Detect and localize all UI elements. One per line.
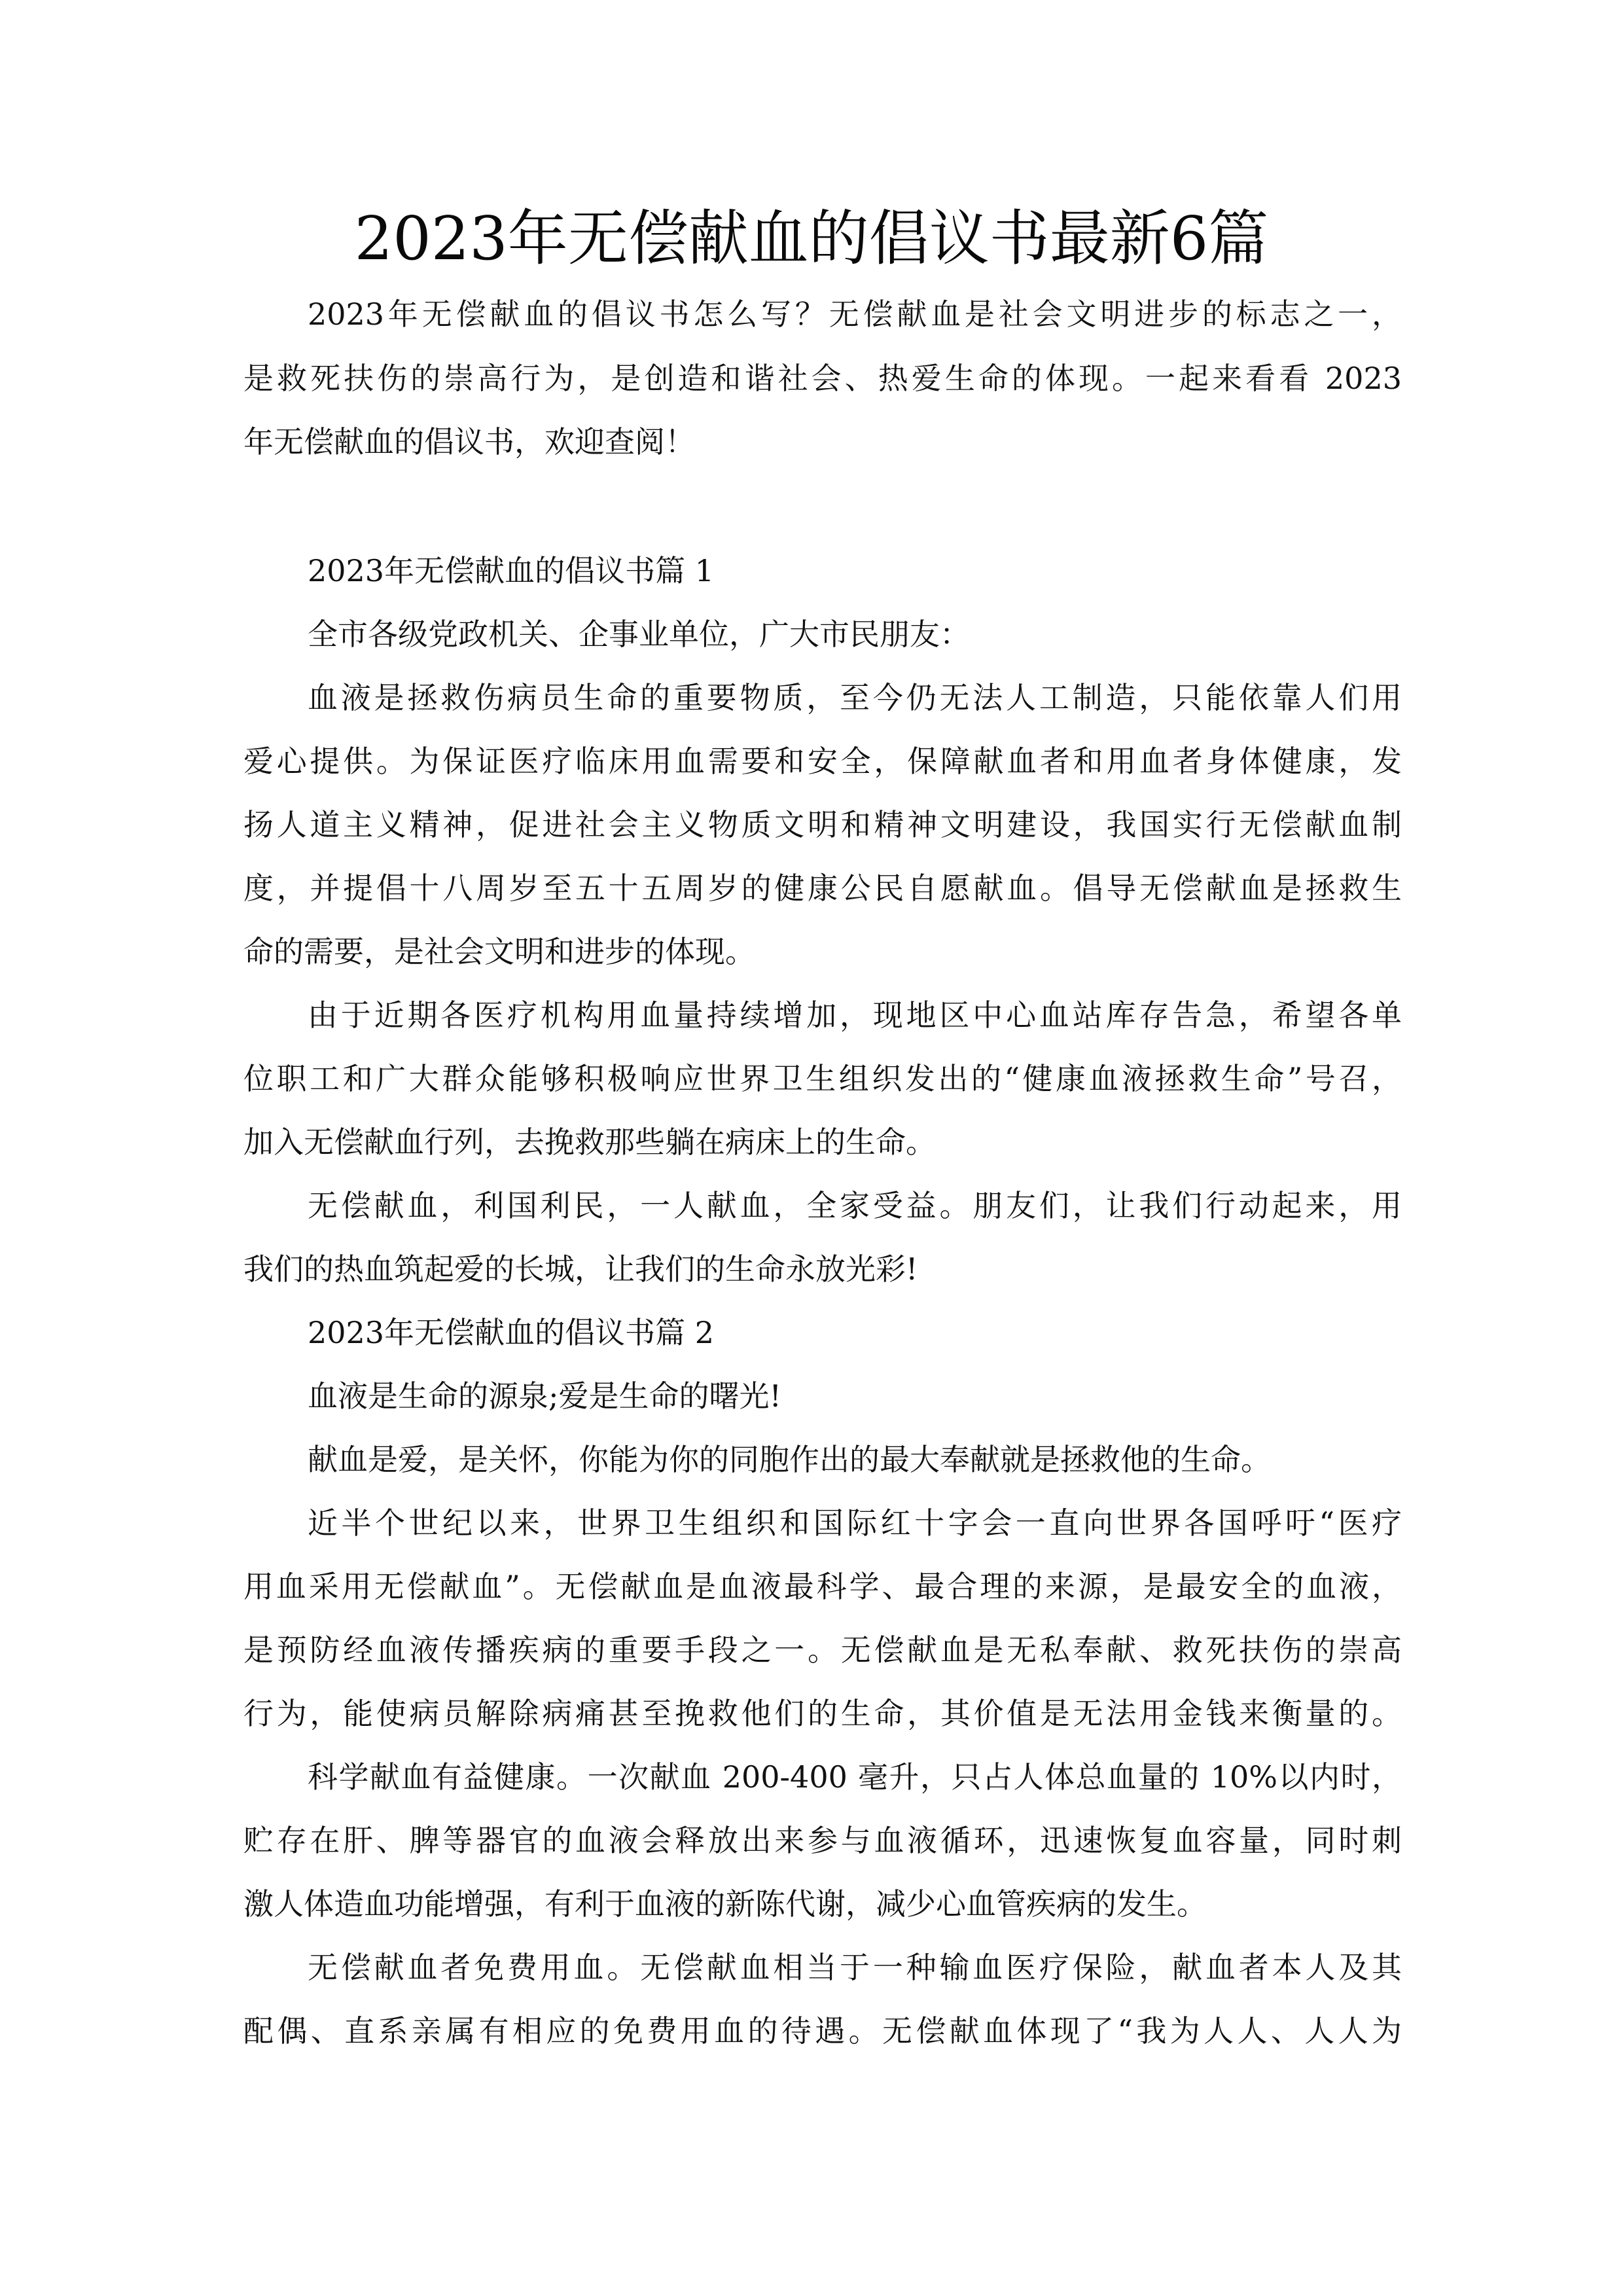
body-text-line: 加入无偿献血行列，去挽救那些躺在病床上的生命。: [243, 1124, 936, 1160]
body-text-line: 全市各级党政机关、企事业单位，广大市民朋友：: [308, 617, 970, 652]
body-text-line: 2023年无偿献血的倡议书怎么写？无偿献血是社会文明进步的标志之一，: [308, 296, 1402, 332]
body-text-line: 度，并提倡十八周岁至五十五周岁的健康公民自愿献血。倡导无偿献血是拯救生: [243, 870, 1402, 906]
body-text-line: 科学献血有益健康。一次献血 200-400 毫升，只占人体总血量的 10%以内时，: [308, 1759, 1402, 1795]
body-text-line: 2023年无偿献血的倡议书篇 1: [308, 553, 714, 588]
body-text-line: 命的需要，是社会文明和进步的体现。: [243, 934, 755, 969]
body-text-line: 配偶、直系亲属有相应的免费用血的待遇。无偿献血体现了“我为人人、人人为: [243, 2013, 1402, 2049]
body-text-line: 行为，能使病员解除病痛甚至挽救他们的生命，其价值是无法用金钱来衡量的。: [243, 1696, 1402, 1731]
body-text-line: 是救死扶伤的崇高行为，是创造和谐社会、热爱生命的体现。一起来看看 2023: [243, 361, 1402, 396]
body-text-line: 我们的热血筑起爱的长城，让我们的生命永放光彩!: [243, 1251, 918, 1287]
body-text-line: 爱心提供。为保证医疗临床用血需要和安全，保障献血者和用血者身体健康，发: [243, 744, 1402, 779]
body-text-line: 无偿献血者免费用血。无偿献血相当于一种输血医疗保险，献血者本人及其: [308, 1950, 1402, 1985]
body-text-line: 贮存在肝、脾等器官的血液会释放出来参与血液循环，迅速恢复血容量，同时刺: [243, 1823, 1402, 1858]
body-text-line: 由于近期各医疗机构用血量持续增加，现地区中心血站库存告急，希望各单: [308, 997, 1402, 1033]
document-title: 2023年无偿献血的倡议书最新6篇: [354, 204, 1269, 274]
body-text-line: 2023年无偿献血的倡议书篇 2: [308, 1315, 714, 1350]
body-text-line: 是预防经血液传播疾病的重要手段之一。无偿献血是无私奉献、救死扶伤的崇高: [243, 1632, 1402, 1668]
body-text-line: 无偿献血，利国利民，一人献血，全家受益。朋友们，让我们行动起来，用: [308, 1188, 1402, 1223]
body-text-line: 献血是爱，是关怀，你能为你的同胞作出的最大奉献就是拯救他的生命。: [308, 1442, 1271, 1477]
body-text-line: 用血采用无偿献血”。无偿献血是血液最科学、最合理的来源，是最安全的血液，: [243, 1569, 1402, 1604]
body-text-line: 激人体造血功能增强，有利于血液的新陈代谢，减少心血管疾病的发生。: [243, 1886, 1207, 1922]
body-text-line: 近半个世纪以来，世界卫生组织和国际红十字会一直向世界各国呼吁“医疗: [308, 1505, 1402, 1541]
body-text-line: 位职工和广大群众能够积极响应世界卫生组织发出的“健康血液拯救生命”号召，: [243, 1061, 1402, 1096]
body-text-line: 血液是拯救伤病员生命的重要物质，至今仍无法人工制造，只能依靠人们用: [308, 680, 1402, 715]
body-text-line: 年无偿献血的倡议书，欢迎查阅！: [243, 424, 695, 459]
body-text-line: 血液是生命的源泉;爱是生命的曙光!: [308, 1378, 781, 1414]
body-text-line: 扬人道主义精神，促进社会主义物质文明和精神文明建设，我国实行无偿献血制: [243, 807, 1402, 842]
